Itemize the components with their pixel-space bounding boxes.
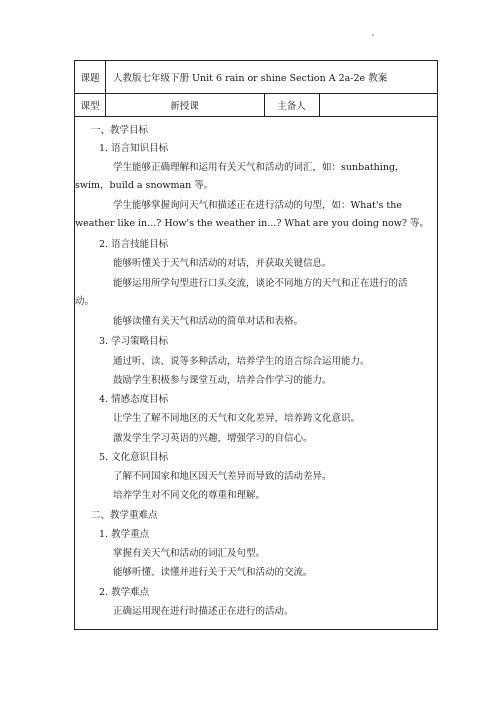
paragraph-line: 让学生了解不同地区的天气和文化差异，培养跨文化意识。: [113, 413, 361, 424]
paragraph-line: 激发学生学习英语的兴趣，增强学习的自信心。: [113, 433, 313, 444]
paragraph-line: 学生能够正确理解和运用有关天气和活动的词汇，如：sunbathing，: [113, 162, 405, 173]
paragraph-line: 能够运用所学句型进行口头交流，谈论不同地方的天气和正在进行的活: [113, 278, 408, 289]
paragraph-line: 能够听懂关于天气和活动的对话，并获取关键信息。: [113, 258, 332, 269]
section-heading: 二、教学重难点: [91, 510, 158, 521]
lesson-plan-table: [74, 60, 438, 630]
subheading: 2. 语言技能目标: [99, 239, 169, 250]
scan-dot: [372, 34, 374, 36]
section-heading: 一、教学目标: [91, 125, 149, 136]
title-row: [75, 61, 437, 94]
preparer-label: 主备人: [277, 101, 306, 112]
preparer-value: [319, 94, 437, 116]
title-value: 人教版七年级下册 Unit 6 rain or shine Section A 2a-2e 教案: [113, 73, 388, 84]
content-area: [75, 117, 437, 629]
type-value: 新授课: [170, 101, 199, 112]
paragraph-line: 培养学生对不同文化的尊重和理解。: [113, 490, 266, 501]
paragraph-line: 通过听、读、说等多种活动，培养学生的语言综合运用能力。: [113, 356, 370, 367]
subheading: 5. 文化意识目标: [99, 452, 169, 463]
type-label: 课型: [80, 101, 100, 112]
subheading: 1. 教学重点: [99, 529, 150, 540]
subheading: 2. 教学难点: [99, 587, 150, 598]
paragraph-line: 能够读懂有关天气和活动的简单对话和表格。: [113, 316, 304, 327]
paragraph-line: swim，build a snowman 等。: [75, 180, 214, 191]
paragraph-line: 鼓励学生积极参与课堂互动，培养合作学习的能力。: [113, 375, 332, 386]
title-label: 课题: [80, 73, 100, 84]
subheading: 4. 情感态度目标: [99, 394, 169, 405]
paragraph-line: 能够听懂、读懂并进行关于天气和活动的交流。: [113, 567, 313, 578]
paragraph-line: 了解不同国家和地区因天气差异而导致的活动差异。: [113, 471, 332, 482]
paragraph-line: 正确运用现在进行时描述正在进行的活动。: [113, 606, 294, 617]
subheading: 3. 学习策略目标: [99, 336, 169, 347]
paragraph-line: 动。: [75, 296, 95, 307]
paragraph-line: 学生能够掌握询问天气和描述正在进行活动的句型，如：What's the: [113, 200, 402, 211]
type-row: [75, 94, 437, 117]
subheading: 1. 语言知识目标: [99, 143, 169, 154]
paragraph-line: weather like in...? How's the weather in...? What are you doing now? 等。: [75, 218, 430, 229]
paragraph-line: 掌握有关天气和活动的词汇及句型。: [113, 548, 266, 559]
